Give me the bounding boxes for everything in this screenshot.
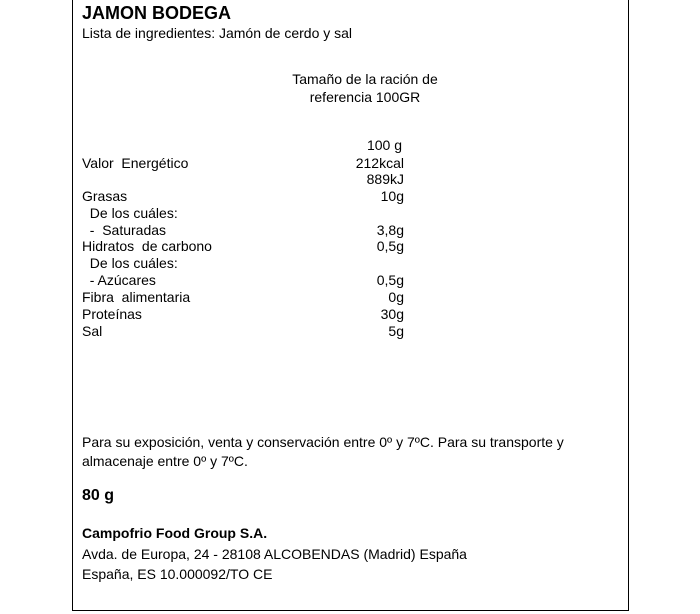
serving-size-header: Tamaño de la ración de referencia 100GR <box>292 71 438 105</box>
nutrient-value: 0,5g <box>376 272 404 288</box>
nutrition-row-energy <box>82 155 404 187</box>
nutrition-row-carbs-of-which <box>82 255 404 272</box>
nutrient-name: - Azúcares <box>82 272 156 288</box>
nutrient-name: Fibra alimentaria <box>82 289 191 305</box>
nutrient-value: 3,8g <box>376 222 404 238</box>
company-name: Campofrio Food Group S.A. <box>82 525 268 541</box>
sanitary-registry: España, ES 10.000092/TO CE <box>82 566 273 582</box>
nutrient-value: 0,5g <box>376 238 404 254</box>
nutrient-value-kj: 889kJ <box>366 171 404 187</box>
nutrition-row-fibre <box>82 289 404 306</box>
nutrition-row-fat-of-which <box>82 205 404 222</box>
nutrition-row-carbohydrates <box>82 238 404 255</box>
net-weight: 80 g <box>82 487 115 504</box>
nutrition-row-protein <box>82 306 404 323</box>
product-title: JAMON BODEGA <box>82 3 232 23</box>
nutrient-name: Hidratos de carbono <box>82 238 212 254</box>
nutrient-name: De los cuáles: <box>82 255 178 271</box>
nutrition-row-sugars <box>82 272 404 289</box>
nutrient-name: Valor Energético <box>82 155 189 171</box>
nutrient-name: De los cuáles: <box>82 205 178 221</box>
nutrient-name: Grasas <box>82 188 128 204</box>
nutrition-row-salt <box>82 323 404 340</box>
nutrient-name: Proteínas <box>82 306 142 322</box>
per-100g-column-header: 100 g <box>366 137 402 153</box>
nutrient-value-kcal: 212kcal <box>355 155 404 171</box>
nutrition-row-fat <box>82 188 404 205</box>
ingredients-list: Lista de ingredientes: Jamón de cerdo y sal <box>82 25 353 41</box>
nutrition-row-saturated <box>82 222 404 239</box>
nutrient-value: 5g <box>388 323 404 339</box>
company-address: Avda. de Europa, 24 - 28108 ALCOBENDAS (Madrid) España <box>82 546 467 562</box>
storage-instructions: Para su exposición, venta y conservación entre 0º y 7ºC. Para su transporte y almacenaje entre 0º y 7ºC. <box>82 434 564 469</box>
nutrient-value: 10g <box>380 188 404 204</box>
nutrient-value: 0g <box>388 289 404 305</box>
nutrient-name: Sal <box>82 323 103 339</box>
nutrient-value: 30g <box>380 306 404 322</box>
nutrient-name: - Saturadas <box>82 222 167 238</box>
